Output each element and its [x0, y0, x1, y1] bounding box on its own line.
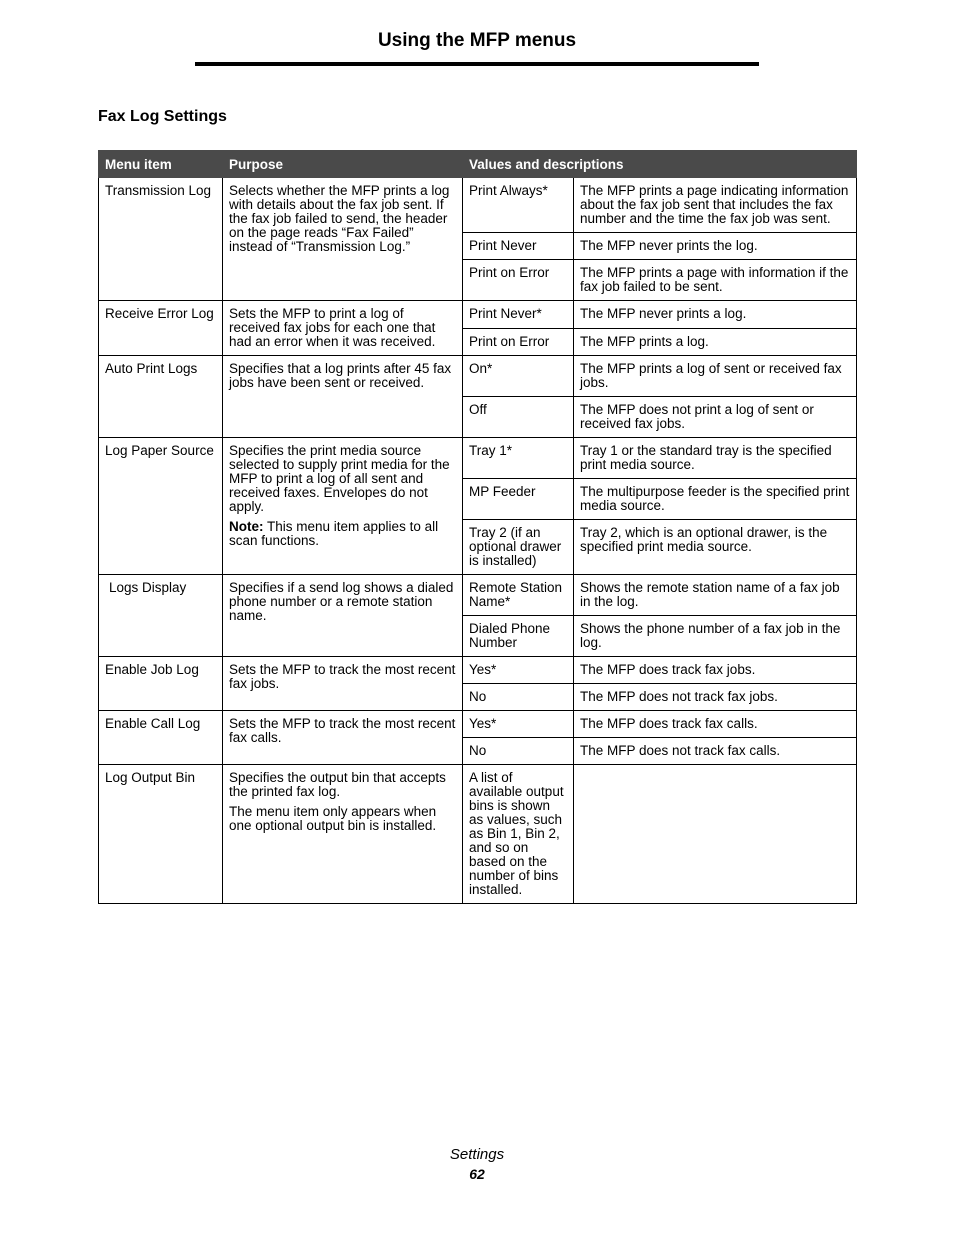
note-paragraph	[229, 520, 456, 548]
value-cell: On*	[463, 356, 574, 397]
description-cell: The MFP does track fax calls.	[574, 711, 857, 738]
menu-item-cell: Log Paper Source	[99, 438, 223, 575]
table-row	[99, 356, 857, 397]
purpose-text: Specifies the output bin that accepts the printed fax log.	[229, 770, 446, 799]
purpose-text: Specifies the print media source selected to supply print media for the MFP to print a log of all sent and received faxes. Envelopes do not apply.	[229, 443, 450, 514]
value-cell: No	[463, 684, 574, 711]
description-cell: The MFP prints a page indicating information about the fax job sent that includes the fax number and the time the fax job was sent.	[574, 178, 857, 233]
column-header-values: Values and descriptions	[463, 151, 857, 178]
purpose-text: Sets the MFP to track the most recent fax calls.	[229, 716, 456, 745]
purpose-cell	[223, 575, 463, 657]
description-cell: The MFP does not print a log of sent or received fax jobs.	[574, 397, 857, 438]
fax-log-settings-table	[98, 150, 857, 904]
table-row	[99, 438, 857, 479]
menu-item-cell: Receive Error Log	[99, 301, 223, 356]
purpose-text: Selects whether the MFP prints a log with details about the fax job sent. If the fax job failed to send, the header on the page reads “Fax Failed” instead of “Transmission Log.”	[229, 183, 450, 254]
menu-item-cell: Enable Job Log	[99, 657, 223, 711]
value-cell: Yes*	[463, 657, 574, 684]
purpose-cell	[223, 356, 463, 438]
description-cell: Shows the remote station name of a fax job in the log.	[574, 575, 857, 616]
table-row	[99, 657, 857, 684]
description-cell: The multipurpose feeder is the specified print media source.	[574, 479, 857, 520]
footer-section-label: Settings	[449, 1146, 505, 1163]
value-cell: Print on Error	[463, 260, 574, 301]
note-label: Note:	[229, 519, 264, 534]
value-cell: A list of available output bins is shown as values, such as Bin 1, Bin 2, and so on based on the number of bins installed.	[463, 765, 574, 904]
description-cell: Shows the phone number of a fax job in the log.	[574, 616, 857, 657]
description-cell: The MFP prints a log of sent or received fax jobs.	[574, 356, 857, 397]
value-cell: Tray 1*	[463, 438, 574, 479]
table-body	[99, 178, 857, 904]
menu-item-cell: Enable Call Log	[99, 711, 223, 765]
description-cell	[574, 765, 857, 904]
table-row	[99, 178, 857, 233]
table-header-row	[99, 151, 857, 178]
value-cell: No	[463, 738, 574, 765]
value-cell: MP Feeder	[463, 479, 574, 520]
description-cell: The MFP does track fax jobs.	[574, 657, 857, 684]
table-row	[99, 575, 857, 616]
value-cell: Off	[463, 397, 574, 438]
footer-page-number: 62	[469, 1166, 485, 1182]
purpose-cell	[223, 178, 463, 301]
note-text: This menu item applies to all scan functions.	[229, 519, 439, 548]
menu-item-cell: Logs Display	[99, 575, 223, 657]
description-cell: Tray 2, which is an optional drawer, is the specified print media source.	[574, 520, 857, 575]
value-cell: Print on Error	[463, 328, 574, 356]
value-cell: Print Never	[463, 233, 574, 260]
description-cell: Tray 1 or the standard tray is the specified print media source.	[574, 438, 857, 479]
value-cell: Dialed Phone Number	[463, 616, 574, 657]
description-cell: The MFP prints a log.	[574, 328, 857, 356]
value-cell: Tray 2 (if an optional drawer is installed)	[463, 520, 574, 575]
purpose-cell	[223, 711, 463, 765]
value-cell: Print Never*	[463, 301, 574, 329]
description-cell: The MFP never prints a log.	[574, 301, 857, 329]
column-header-menu-item: Menu item	[99, 151, 223, 178]
description-cell: The MFP never prints the log.	[574, 233, 857, 260]
table-row	[99, 301, 857, 329]
purpose-text: Specifies that a log prints after 45 fax jobs have been sent or received.	[229, 361, 452, 390]
description-cell: The MFP prints a page with information if the fax job failed to be sent.	[574, 260, 857, 301]
purpose-text: Sets the MFP to print a log of received fax jobs for each one that had an error when it was received.	[229, 306, 436, 349]
table-row	[99, 711, 857, 738]
purpose-cell	[223, 765, 463, 904]
value-cell: Print Always*	[463, 178, 574, 233]
table-row	[99, 765, 857, 904]
header-rule	[195, 62, 759, 66]
purpose-text: Sets the MFP to track the most recent fax jobs.	[229, 662, 456, 691]
page-header-title: Using the MFP menus	[377, 30, 577, 51]
purpose-cell	[223, 301, 463, 356]
section-title: Fax Log Settings	[98, 108, 227, 125]
value-cell: Remote Station Name*	[463, 575, 574, 616]
purpose-text: The menu item only appears when one optional output bin is installed.	[229, 804, 437, 833]
purpose-cell	[223, 438, 463, 575]
column-header-purpose: Purpose	[223, 151, 463, 178]
purpose-text: Specifies if a send log shows a dialed phone number or a remote station name.	[229, 580, 454, 623]
purpose-cell	[223, 657, 463, 711]
menu-item-cell: Auto Print Logs	[99, 356, 223, 438]
value-cell: Yes*	[463, 711, 574, 738]
menu-item-cell: Log Output Bin	[99, 765, 223, 904]
menu-item-cell: Transmission Log	[99, 178, 223, 301]
description-cell: The MFP does not track fax jobs.	[574, 684, 857, 711]
description-cell: The MFP does not track fax calls.	[574, 738, 857, 765]
